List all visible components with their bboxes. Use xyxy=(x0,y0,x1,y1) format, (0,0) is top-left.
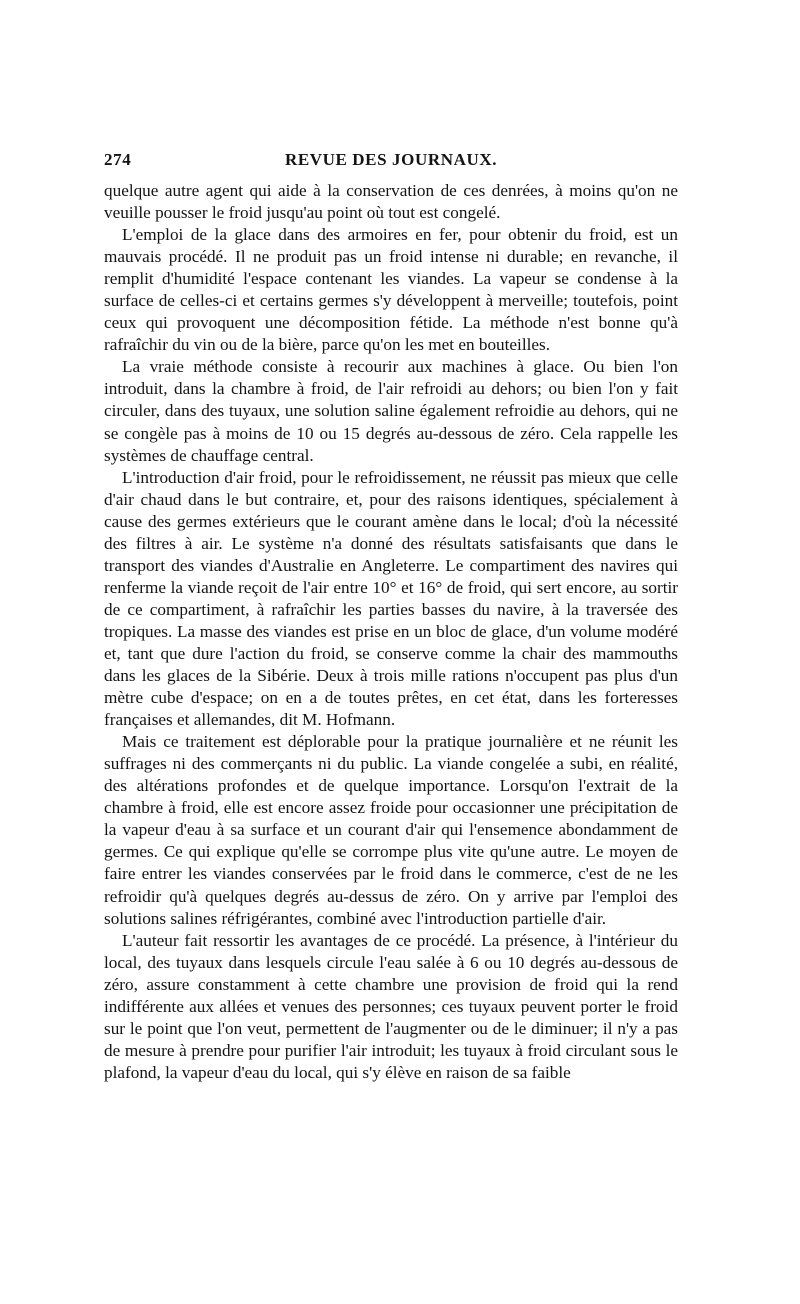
paragraph-cold-air: L'introduction d'air froid, pour le refroidissement, ne réussit pas mieux que celle d'air chaud dans le but contraire, et, pour des raisons identiques, spécialement à cause des germes extérieurs que le courant amène dans le local; d'où la nécessité des filtres à air. Le système n'a donné des résultats satisfaisants que dans le transport des viandes d'Australie en Angleterre. Le compartiment des navires qui renferme la viande reçoit de l'air entre 10° et 16° de froid, qui sert encore, au sortir de ce compartiment, à rafraîchir les parties basses du navire, à la traversée des tropiques. La masse des viandes est prise en un bloc de glace, d'un volume modéré et, tant que dure l'action du froid, se conserve comme la chair des mammouths dans les glaces de la Sibérie. Deux à trois mille rations n'occupent pas plus d'un mètre cube d'espace; on en a de toutes prêtes, en cet état, dans les forteresses françaises et allemandes, dit M. Hofmann. xyxy=(104,467,678,730)
book-page xyxy=(104,150,678,1084)
page-number: 274 xyxy=(104,150,132,169)
paragraph-continued: quelque autre agent qui aide à la conservation de ces denrées, à moins qu'on ne veuille pousser le froid jusqu'au point où tout est congelé. xyxy=(104,181,678,223)
paragraph-advantages: L'auteur fait ressortir les avantages de ce procédé. La présence, à l'intérieur du local, des tuyaux dans lesquels circule l'eau salée à 6 ou 10 degrés au-dessous de zéro, assure constamment à cette chambre une provision de froid qui la rend indifférente aux allées et venues des personnes; ces tuyaux peuvent porter le froid sur le point que l'on veut, permettent de l'augmenter ou de le diminuer; il n'y a pas de mesure à prendre pour purifier l'air introduit; les tuyaux à froid circulant sous le plafond, la vapeur d'eau du local, qui s'y élève en raison de sa faible xyxy=(104,930,678,1082)
running-title: REVUE DES JOURNAUX. xyxy=(284,150,498,169)
paragraph-ice-cabinets: L'emploi de la glace dans des armoires en fer, pour obtenir du froid, est un mauvais procédé. Il ne produit pas un froid intense ni durable; en revanche, il remplit d'humidité l'espace contenant les viandes. La vapeur se condense à la surface de celles-ci et certains germes s'y développent à merveille; toutefois, point ceux qui provoquent une décomposition fétide. La méthode n'est bonne qu'à rafraîchir du vin ou de la bière, parce qu'on les met en bouteilles. xyxy=(104,225,678,355)
paragraph-frozen-meat: Mais ce traitement est déplorable pour la pratique journalière et ne réunit les suffrages ni des commerçants ni du public. La viande congelée a subi, en réalité, des altérations profondes et de quelque importance. Lorsqu'on l'extrait de la chambre à froid, elle est encore assez froide pour occasionner une précipitation de la vapeur d'eau à sa surface et un courant d'air qui l'ensemence abondamment de germes. Ce qui explique qu'elle se corrompe plus vite qu'une autre. Le moyen de faire entrer les viandes conservées par le froid dans le commerce, c'est de ne les refroidir qu'à quelques degrés au-dessus de zéro. On y arrive par l'emploi des solutions salines réfrigérantes, combiné avec l'introduction partielle d'air. xyxy=(104,732,678,928)
paragraph-ice-machines: La vraie méthode consiste à recourir aux machines à glace. Ou bien l'on introduit, dans la chambre à froid, de l'air refroidi au dehors; ou bien l'on y fait circuler, dans des tuyaux, une solution saline également refroidie au dehors, qui ne se congèle pas à moins de 10 ou 15 degrés au-dessous de zéro. Cela rappelle les systèmes de chauffage central. xyxy=(104,357,678,465)
body-text xyxy=(104,180,678,1084)
running-head xyxy=(104,150,678,174)
